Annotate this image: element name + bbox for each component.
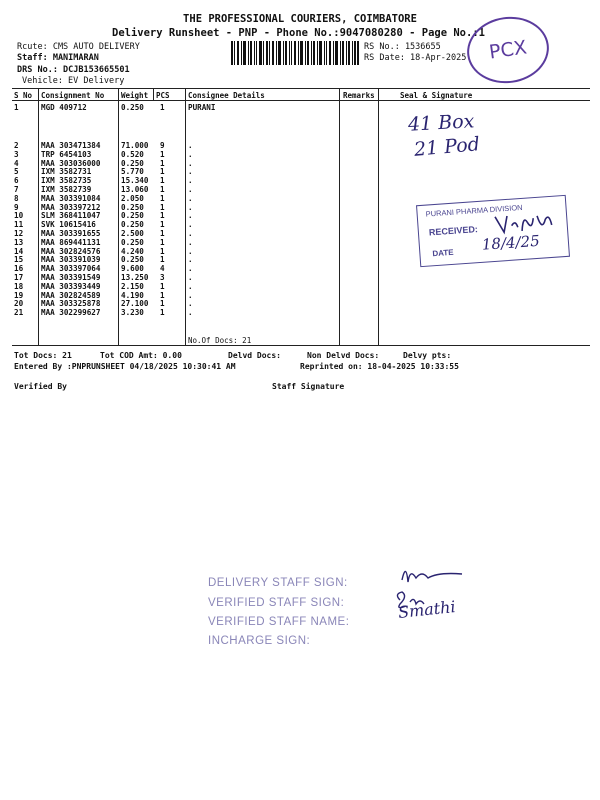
rs-no-label: RS No.: 1536655 [364,42,441,52]
row-pcs: 1 [160,193,165,203]
row-consignment-no: MAA 303397064 [41,264,101,274]
row-consignment-no: IXM 3582731 [41,167,92,177]
row-weight: 4.240 [121,246,144,256]
row-pcs: 1 [160,158,165,168]
row-pcs: 1 [160,290,165,300]
row-weight: 0.250 [121,202,144,212]
col-header-sno: S No [14,91,33,100]
row-pcs: 1 [160,281,165,291]
row-consignment-no: SLM 368411047 [41,211,101,221]
col-header-pcs: PCS [156,91,170,100]
row-sno: 12 [14,229,24,238]
runsheet-title: Delivery Runsheet - PNP - Phone No.:9047080280 - Page No.:1 [112,27,485,39]
row-consignment-no: MAA 303391084 [41,193,101,203]
row-consignment-no: MAA 303471384 [41,141,101,150]
row-consignee: . [188,149,193,159]
row-consignment-no: MGD 409712 [41,103,87,112]
row-consignment-no: MAA 303393449 [41,281,101,291]
row-sno: 20 [14,299,24,309]
table-row [0,299,600,308]
row-consignment-no: MAA 303397212 [41,202,101,212]
table-row [0,185,600,194]
row-weight: 2.050 [121,193,144,203]
row-sno: 19 [14,290,24,300]
row-sno: 9 [14,202,19,212]
row-pcs: 1 [160,211,165,221]
row-pcs: 9 [160,141,165,150]
row-weight: 15.340 [121,176,149,186]
received-stamp-received: RECEIVED: [428,224,479,238]
row-weight: 0.250 [121,103,144,112]
row-sno: 18 [14,281,24,291]
row-pcs: 1 [160,255,165,265]
table-top-rule [12,88,590,89]
row-weight: 13.060 [121,185,149,194]
row-pcs: 4 [160,264,165,274]
row-consignee: . [188,202,193,212]
row-consignee: . [188,290,193,300]
row-consignee: . [188,158,193,168]
row-consignment-no: MAA 303391039 [41,255,101,265]
non-delvd-docs: Non Delvd Docs: [307,351,380,360]
row-pcs: 1 [160,185,165,194]
reprinted-on: Reprinted on: 18-04-2025 10:33:55 [300,362,459,371]
table-row [0,150,600,159]
row-sno: 7 [14,185,19,194]
row-consignment-no: MAA 303391655 [41,229,101,238]
row-sno: 11 [14,220,24,230]
table-row [0,291,600,300]
row-consignment-no: TRP 6454103 [41,149,92,159]
row-consignee: . [188,193,193,203]
row-weight: 0.250 [121,158,144,168]
row-sno: 13 [14,237,24,247]
row-pcs: 1 [160,220,165,230]
row-consignee: . [188,237,193,247]
col-divider [153,88,154,100]
row-consignee: . [188,264,193,274]
verified-staff-sign: VERIFIED STAFF SIGN: [208,597,345,609]
row-consignee: . [188,255,193,265]
row-consignment-no: MAA 302824576 [41,246,101,256]
row-sno: 6 [14,176,19,186]
received-stamp [416,195,570,267]
row-pcs: 1 [160,167,165,177]
row-sno: 14 [14,246,24,256]
row-pcs: 1 [160,246,165,256]
row-consignee: . [188,308,193,318]
rs-date-label: RS Date: 18-Apr-2025 [364,53,467,63]
table-row [0,282,600,291]
col-header-remarks: Remarks [343,91,375,100]
table-row [0,176,600,185]
vehicle-label: Vehicle: EV Delivery [22,76,125,86]
row-consignment-no: SVK 10615416 [41,220,96,230]
row-sno: 1 [14,103,19,112]
row-weight: 2.150 [121,281,144,291]
row-sno: 17 [14,273,24,282]
row-weight: 3.230 [121,308,144,318]
row-sno: 10 [14,211,24,221]
handwritten-received-date: 18/4/25 [481,231,541,254]
row-weight: 0.250 [121,211,144,221]
route-label: Rcute: CMS AUTO DELIVERY [17,42,140,52]
tot-cod: Tot COD Amt: 0.00 [100,351,182,360]
row-consignee: . [188,299,193,309]
col-header-seal: Seal & Signature [400,91,473,100]
received-stamp-org: PURANI PHARMA DIVISION [425,202,523,219]
row-weight: 5.770 [121,167,144,177]
col-header-consignee: Consignee Details [188,91,265,100]
col-header-consignment: Consignment No [41,91,105,100]
row-pcs: 1 [160,176,165,186]
delvy-pts: Delvy pts: [403,351,452,360]
row-consignee: PURANI [188,103,216,112]
staff-signature-label: Staff Signature [272,382,345,391]
row-weight: 4.190 [121,290,144,300]
tot-docs: Tot Docs: 21 [14,351,72,360]
row-weight: 2.500 [121,229,144,238]
handwritten-pod-count: 21 Pod [413,133,481,161]
verified-staff-name: VERIFIED STAFF NAME: [208,616,350,628]
barcode [231,41,359,65]
pcx-stamp: PCX [463,12,553,89]
table-row [0,141,600,150]
row-consignment-no: MAA 302824589 [41,290,101,300]
row-weight: 0.250 [121,237,144,247]
no-of-docs: No.Of Docs: 21 [188,336,252,345]
entered-by: Entered By :PNPRUNSHEET 04/18/2025 10:30:41 AM [14,362,236,371]
row-consignee: . [188,246,193,256]
table-header-rule [12,100,590,101]
row-pcs: 1 [160,202,165,212]
table-row [0,167,600,176]
row-consignee: . [188,176,193,186]
row-consignment-no: IXM 3582739 [41,185,92,194]
row-weight: 13.250 [121,273,149,282]
row-sno: 4 [14,158,19,168]
row-consignment-no: MAA 303325878 [41,299,101,309]
delivery-staff-sign: DELIVERY STAFF SIGN: [208,577,348,589]
row-weight: 0.520 [121,149,144,159]
table-row [0,159,600,168]
row-pcs: 1 [160,229,165,238]
row-weight: 0.250 [121,255,144,265]
incharge-sign: INCHARGE SIGN: [208,635,311,647]
row-sno: 21 [14,308,24,318]
delvd-docs: Delvd Docs: [228,351,281,360]
row-sno: 16 [14,264,24,274]
table-row [0,264,600,273]
row-consignment-no: IXM 3582735 [41,176,92,186]
row-pcs: 1 [160,149,165,159]
row-consignment-no: MAA 303036000 [41,158,101,168]
row-sno: 15 [14,255,24,265]
table-row [0,103,600,112]
row-consignee: . [188,167,193,177]
row-consignee: . [188,185,193,194]
drs-label: DRS No.: DCJB153665501 [17,65,130,75]
table-row [0,273,600,282]
row-sno: 3 [14,149,19,159]
table-bottom-rule [12,345,590,346]
row-consignment-no: MAA 302299627 [41,308,101,318]
row-pcs: 1 [160,299,165,309]
handwritten-box-count: 41 Box [407,110,475,136]
row-consignee: . [188,141,193,150]
row-pcs: 1 [160,103,165,112]
row-weight: 0.250 [121,220,144,230]
row-weight: 71.000 [121,141,149,150]
row-consignee: . [188,273,193,282]
row-consignee: . [188,220,193,230]
row-weight: 27.100 [121,299,149,309]
row-consignee: . [188,229,193,238]
row-sno: 2 [14,141,19,150]
row-sno: 5 [14,167,19,177]
company-title: THE PROFESSIONAL COURIERS, COIMBATORE [183,13,417,25]
row-consignment-no: MAA 869441131 [41,237,101,247]
verified-by-label: Verified By [14,382,67,391]
col-header-weight: Weight [121,91,149,100]
row-pcs: 1 [160,308,165,318]
row-consignee: . [188,211,193,221]
handwritten-staff-name: Smathi [397,597,457,622]
row-pcs: 3 [160,273,165,282]
staff-label: Staff: MANIMARAN [17,53,99,63]
row-pcs: 1 [160,237,165,247]
received-stamp-date: DATE [432,247,454,259]
row-weight: 9.600 [121,264,144,274]
table-row [0,308,600,317]
row-consignment-no: MAA 303391549 [41,273,101,282]
row-sno: 8 [14,193,19,203]
row-consignee: . [188,281,193,291]
